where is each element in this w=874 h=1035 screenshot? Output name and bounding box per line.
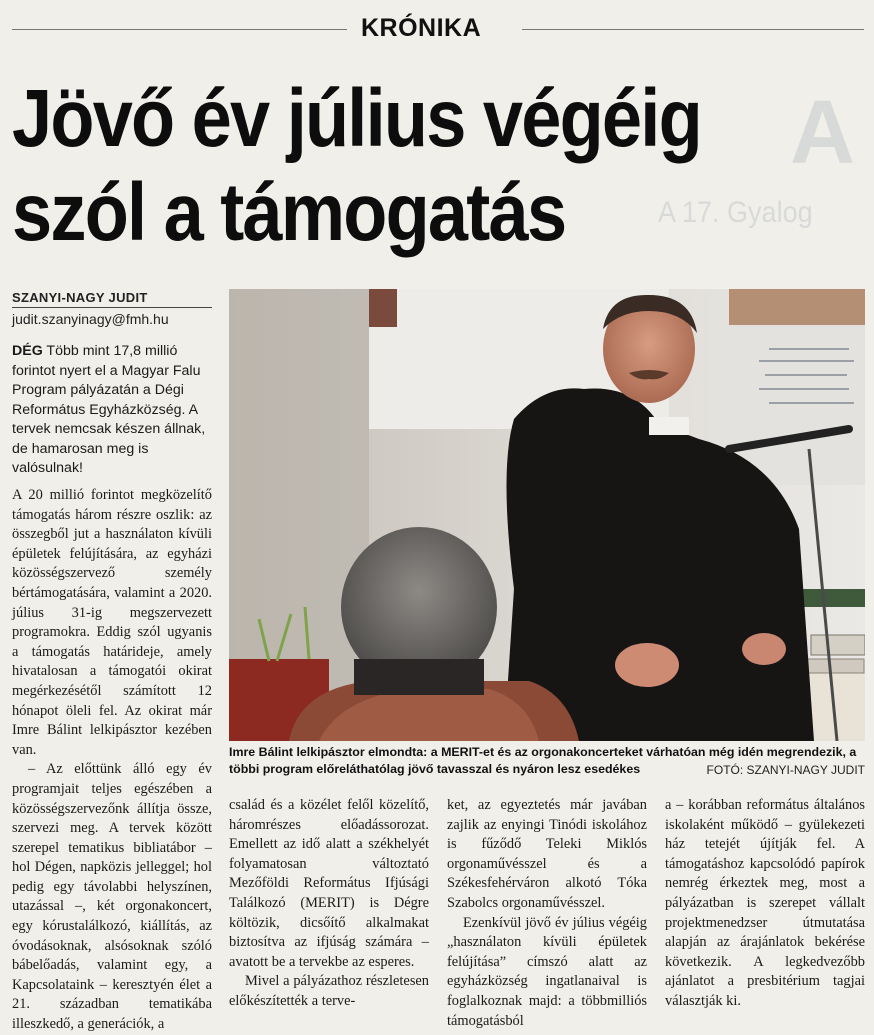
section-rule-right (522, 29, 864, 30)
dateline: DÉG (12, 343, 43, 359)
byline-rule (12, 307, 212, 308)
body-column-4 (665, 796, 865, 1012)
section-title: KRÓNIKA (361, 14, 482, 42)
body-paragraph: a – korábban református általános iskolaként működő – gyülekezeti ház tetejét újítják fel. A támogatáshoz kapcsolódó papírok nemrég érkeztek meg, most a pályázatban is szerepet vállalt projektmenedzser útmutatása alapján az árajánlatok bekérése következik. A legkedvezőbb ajánlatot a presbitérium tagjai választják ki. (665, 797, 865, 1009)
body-paragraph: – Az előttünk álló egy év programjait teljes egészében a közösségszervezőnk állítja össze, szervezi meg. A tervek között szerepel tematikus bibliatábor – hol Dégen, napközis jelleggel; hol pedig egy távolabbi helyszínen, utazással –, két orgonakoncert, egy kórustalálkozó, kiállítás, az óvodásoknak, alsósoknak szóló bábelőadás, valamint egy, a Kapcsolataink – keresztyén élet a 21. században tematikába illeszkedő, a generációk, a (12, 761, 212, 1033)
photo-credit: FOTÓ: SZANYI-NAGY JUDIT (706, 763, 865, 777)
section-header (12, 16, 864, 46)
body-column-2 (229, 796, 429, 1012)
lead-text: Több mint 17,8 millió forintot nyert el a Magyar Falu Program pályázatán a Dégi Református Egyházközség. A tervek nemcsak készen állnak, de hamarosan meg is valósulnak! (12, 343, 206, 476)
body-column-3 (447, 796, 647, 1031)
headline (12, 72, 852, 260)
listener-collar (354, 659, 484, 695)
headline-line-2: szól a támogatás (12, 167, 566, 258)
byline (12, 290, 212, 327)
picture-frame (729, 289, 865, 329)
bleed-through-text: A 17. Gyalog (658, 196, 813, 229)
body-paragraph: ket, az egyeztetés már javában zajlik az enyingi Tinódi iskolához is fűződő Teleki Miklós orgonaművésszel és a Székesfehérváron alkotó Tóka Szabolcs orgonaművésszel. (447, 797, 647, 911)
author-email[interactable]: judit.szanyinagy@fmh.hu (12, 311, 169, 327)
photo-scene (229, 289, 865, 741)
photo-caption: Imre Bálint lelkipásztor elmondta: a MERIT-et és az orgonakoncerteket várhatóan még idén megrendezik, a többi program előreláthatólag jövő tavasszal és nyáron lesz esedékes (229, 745, 857, 776)
body-column-1 (12, 486, 212, 1035)
author-name: SZANYI-NAGY JUDIT (12, 290, 148, 305)
body-paragraph: Ezenkívül jövő év július végéig „használaton kívüli épületek felújítása” címszó alatt az egyházközség ingatlanaival is foglalkoznak majd: a többmilliós támogatásból (447, 914, 647, 1029)
body-paragraph: Mivel a pályázathoz részletesen előkészítették a terve- (229, 973, 429, 1009)
article-photo (229, 289, 865, 741)
headline-line-1: Jövő év július végéig (12, 73, 701, 164)
pastor-hand (615, 643, 679, 687)
book (811, 635, 865, 655)
wall-fixture (369, 289, 397, 327)
body-paragraph: A 20 millió forintot megközelítő támogatás három részre oszlik: az összegből jut a használaton kívüli épületek felújítására, az egyházi közösségszervező személy bértámogatására, valamint a 2020. július 31-ig megszervezett programokra. Eddig szól ugyanis a támogatás határideje, amely hivatalosan a támogatói okirat megérkezésétől számított 12 hónapot öleli fel. Az okirat már Imre Bálint lelkipásztor kezében van. (12, 487, 212, 758)
body-paragraph: család és a közélet felől közelítő, háromrészes előadássorozat. Emellett az idő alatt a székhelyét folyamatosan változtató Mezőföldi Református Ifjúsági Találkozó (MERIT) is Dégre költözik, dicsőítő alkalmakat biztosítva az ifjúság számára – avatott be a tervekbe az esperes. (229, 797, 429, 970)
pastor-hand (742, 633, 786, 665)
section-rule-left (12, 29, 347, 30)
lead-paragraph (12, 342, 212, 479)
collar (649, 417, 689, 435)
bleed-through-letter: A (790, 83, 855, 183)
